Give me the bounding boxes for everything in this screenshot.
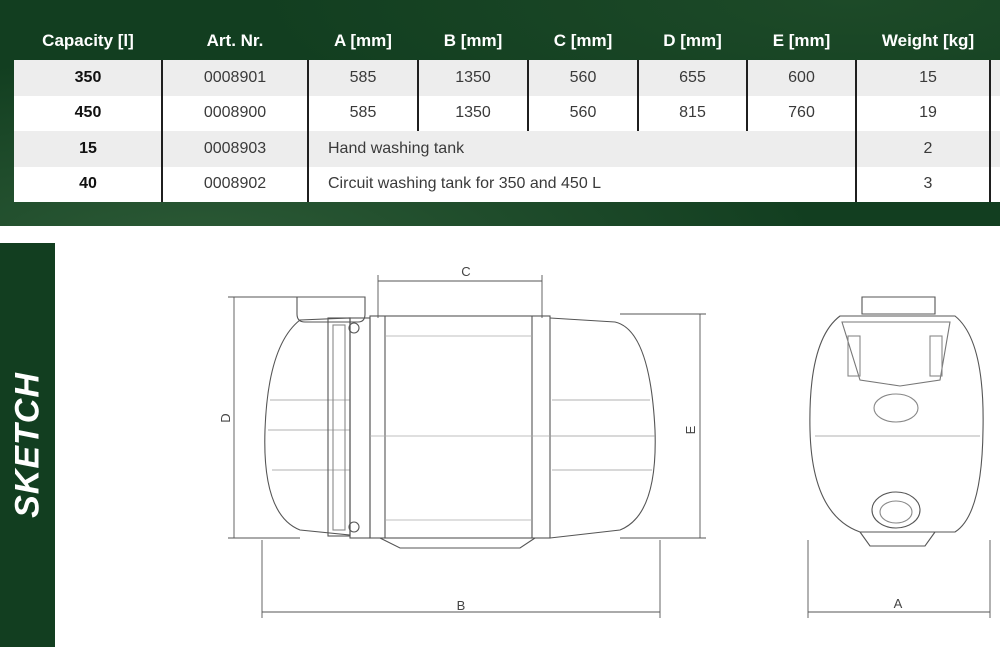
header-d: D [mm] [663, 31, 722, 50]
cell-c: 560 [569, 68, 597, 86]
cell-weight: 19 [919, 104, 937, 122]
cell-e: 600 [788, 68, 815, 86]
cell-capacity: 40 [79, 175, 97, 193]
header-capacity: Capacity [l] [42, 31, 134, 50]
dimension-label-b: B [456, 598, 466, 613]
cell-art-nr: 0008900 [203, 104, 267, 122]
dimension-label-d: D [218, 413, 233, 423]
header-c: C [mm] [553, 31, 613, 50]
cell-a: 585 [349, 104, 377, 122]
header-art-nr: Art. Nr. [206, 31, 264, 50]
cell-capacity: 15 [79, 139, 97, 157]
cell-art-nr: 0008901 [203, 68, 267, 86]
cell-e: 760 [788, 104, 815, 122]
cell-capacity: 350 [74, 68, 102, 86]
cell-weight: 2 [923, 139, 933, 157]
cell-c: 560 [569, 104, 597, 122]
tank-front-view [810, 297, 983, 546]
dimension-lines [228, 275, 990, 618]
sketch-label: SKETCH [8, 372, 47, 518]
cell-b: 1350 [455, 68, 491, 86]
cell-art-nr: 0008902 [203, 175, 267, 193]
dimension-label-a: A [893, 596, 903, 611]
cell-weight: 15 [919, 68, 937, 86]
cell-d: 655 [679, 68, 706, 86]
tank-side-view [265, 297, 655, 548]
header-b: B [mm] [443, 31, 503, 50]
header-weight: Weight [kg] [881, 31, 975, 50]
cell-description: Circuit washing tank for 350 and 450 L [328, 175, 602, 193]
dimension-label-e: E [683, 425, 698, 435]
cell-description: Hand washing tank [328, 139, 465, 157]
cell-art-nr: 0008903 [203, 139, 267, 157]
header-a: A [mm] [334, 31, 392, 50]
header-e: E [mm] [772, 31, 831, 50]
cell-capacity: 450 [74, 104, 102, 122]
cell-weight: 3 [923, 175, 933, 193]
dimension-label-c: C [461, 264, 471, 279]
cell-b: 1350 [455, 104, 491, 122]
cell-d: 815 [679, 104, 706, 122]
cell-a: 585 [349, 68, 377, 86]
